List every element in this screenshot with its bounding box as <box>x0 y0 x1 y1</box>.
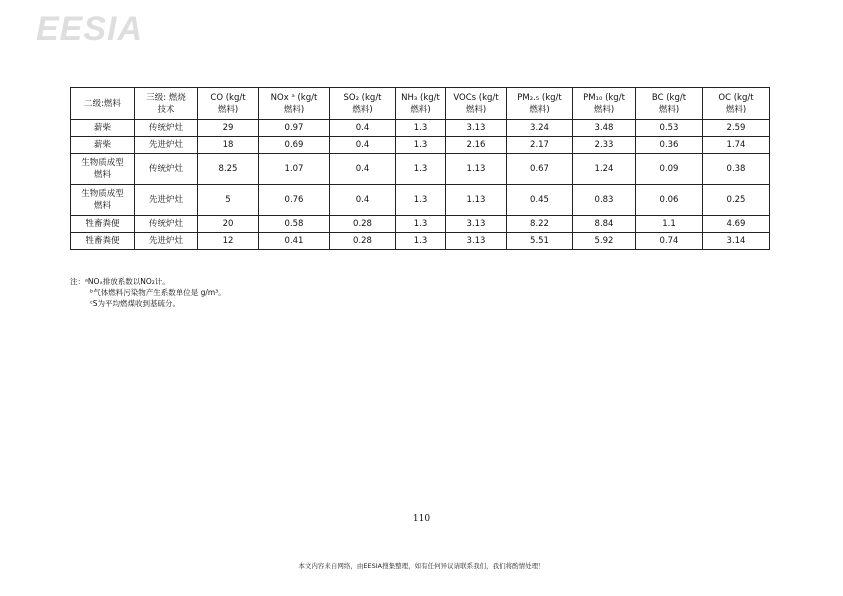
header-nox: NOx ᵃ (kg/t 燃料) <box>259 88 330 120</box>
value-cell: 1.1 <box>636 216 703 233</box>
table-row <box>71 154 770 185</box>
value-cell: 1.3 <box>396 137 446 154</box>
tech-cell: 传统炉灶 <box>135 216 198 233</box>
tech-cell: 先进炉灶 <box>135 233 198 250</box>
value-cell: 0.58 <box>259 216 330 233</box>
page-number: 110 <box>412 514 431 524</box>
value-cell: 2.33 <box>573 137 636 154</box>
value-cell: 3.13 <box>446 120 507 137</box>
tech-cell: 先进炉灶 <box>135 137 198 154</box>
value-cell: 29 <box>198 120 259 137</box>
header-nh3: NH₃ (kg/t 燃料) <box>396 88 446 120</box>
value-cell: 0.67 <box>507 154 573 185</box>
table-header-row <box>71 88 770 120</box>
eesia-logo: EESIA <box>36 10 144 48</box>
header-so2: SO₂ (kg/t 燃料) <box>330 88 396 120</box>
header-pm25: PM₂.₅ (kg/t 燃料) <box>507 88 573 120</box>
value-cell: 0.69 <box>259 137 330 154</box>
value-cell: 3.48 <box>573 120 636 137</box>
value-cell: 5 <box>198 185 259 216</box>
table-row <box>71 233 770 250</box>
value-cell: 0.36 <box>636 137 703 154</box>
value-cell: 0.4 <box>330 154 396 185</box>
value-cell: 1.07 <box>259 154 330 185</box>
value-cell: 3.13 <box>446 216 507 233</box>
value-cell: 2.16 <box>446 137 507 154</box>
value-cell: 1.13 <box>446 154 507 185</box>
value-cell: 1.3 <box>396 216 446 233</box>
value-cell: 1.3 <box>396 233 446 250</box>
value-cell: 1.3 <box>396 185 446 216</box>
value-cell: 5.92 <box>573 233 636 250</box>
tech-cell: 传统炉灶 <box>135 154 198 185</box>
header-co: CO (kg/t 燃料) <box>198 88 259 120</box>
note-gas-fuel: ᵇ气体燃料污染物产生系数单位是 g/m³。 <box>90 288 226 297</box>
value-cell: 12 <box>198 233 259 250</box>
value-cell: 0.28 <box>330 216 396 233</box>
value-cell: 1.3 <box>396 154 446 185</box>
table-row <box>71 216 770 233</box>
header-vocs: VOCs (kg/t 燃料) <box>446 88 507 120</box>
note-sulfur: ᶜS为平均燃煤收到基硫分。 <box>90 299 181 308</box>
footer-disclaimer: 本文内容来自网络，由EESIA搜集整理，如有任何异议请联系我们，我们将酌情处理！ <box>298 562 545 570</box>
table-row <box>71 120 770 137</box>
fuel-cell: 牲畜粪便 <box>71 233 135 250</box>
header-bc: BC (kg/t 燃料) <box>636 88 703 120</box>
value-cell: 0.4 <box>330 120 396 137</box>
value-cell: 0.76 <box>259 185 330 216</box>
value-cell: 3.13 <box>446 233 507 250</box>
value-cell: 8.25 <box>198 154 259 185</box>
value-cell: 8.84 <box>573 216 636 233</box>
value-cell: 0.53 <box>636 120 703 137</box>
tech-cell: 传统炉灶 <box>135 120 198 137</box>
note-nox: 注：ᵃNOₓ排放系数以NO₂计。 <box>70 277 170 286</box>
table-notes <box>70 276 226 309</box>
value-cell: 0.28 <box>330 233 396 250</box>
table-row <box>71 185 770 216</box>
header-pm10: PM₁₀ (kg/t 燃料) <box>573 88 636 120</box>
tech-cell: 先进炉灶 <box>135 185 198 216</box>
value-cell: 20 <box>198 216 259 233</box>
value-cell: 3.24 <box>507 120 573 137</box>
table-row <box>71 137 770 154</box>
value-cell: 0.74 <box>636 233 703 250</box>
value-cell: 4.69 <box>703 216 770 233</box>
value-cell: 5.51 <box>507 233 573 250</box>
value-cell: 0.83 <box>573 185 636 216</box>
value-cell: 0.09 <box>636 154 703 185</box>
value-cell: 0.97 <box>259 120 330 137</box>
header-oc: OC (kg/t 燃料) <box>703 88 770 120</box>
fuel-cell: 生物质成型 燃料 <box>71 185 135 216</box>
value-cell: 0.45 <box>507 185 573 216</box>
emission-factor-table <box>70 87 770 250</box>
value-cell: 0.25 <box>703 185 770 216</box>
fuel-cell: 牲畜粪便 <box>71 216 135 233</box>
value-cell: 2.17 <box>507 137 573 154</box>
fuel-cell: 薪柴 <box>71 137 135 154</box>
value-cell: 8.22 <box>507 216 573 233</box>
fuel-cell: 薪柴 <box>71 120 135 137</box>
value-cell: 1.13 <box>446 185 507 216</box>
value-cell: 3.14 <box>703 233 770 250</box>
value-cell: 1.24 <box>573 154 636 185</box>
fuel-cell: 生物质成型 燃料 <box>71 154 135 185</box>
value-cell: 0.4 <box>330 185 396 216</box>
header-technology: 三级: 燃烧 技术 <box>135 88 198 120</box>
value-cell: 0.41 <box>259 233 330 250</box>
value-cell: 18 <box>198 137 259 154</box>
value-cell: 0.06 <box>636 185 703 216</box>
value-cell: 1.3 <box>396 120 446 137</box>
value-cell: 0.4 <box>330 137 396 154</box>
value-cell: 0.38 <box>703 154 770 185</box>
value-cell: 1.74 <box>703 137 770 154</box>
value-cell: 2.59 <box>703 120 770 137</box>
header-fuel: 二级:燃料 <box>71 88 135 120</box>
